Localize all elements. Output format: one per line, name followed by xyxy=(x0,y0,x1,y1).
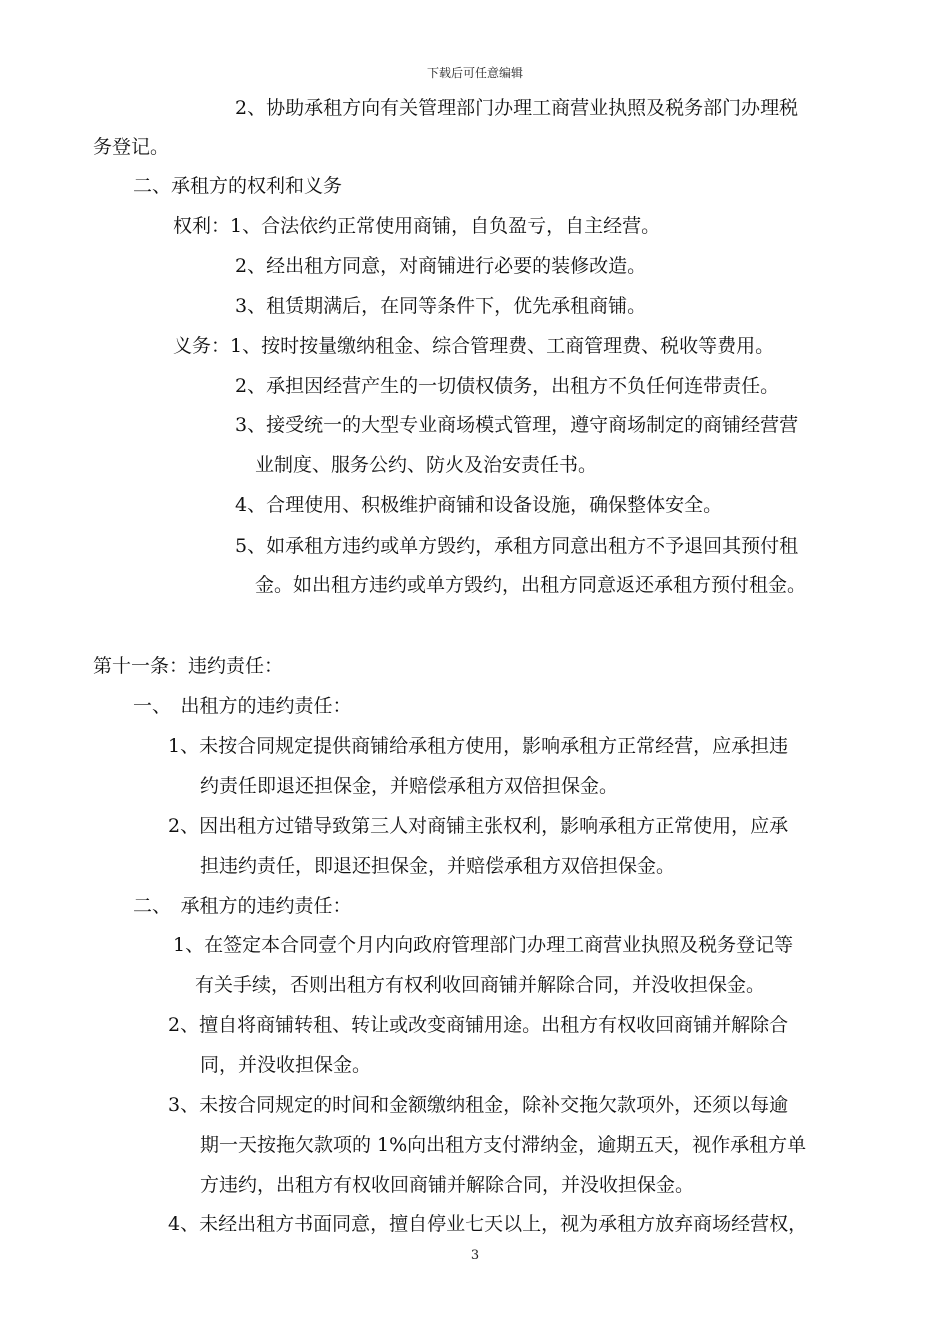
text-line: 务登记。 xyxy=(93,136,170,158)
text-line: 2、擅自将商铺转租、转让或改变商铺用途。出租方有权收回商铺并解除合 xyxy=(168,1014,789,1036)
text-line: 业制度、服务公约、防火及治安责任书。 xyxy=(255,454,598,476)
text-line: 5、如承租方违约或单方毁约，承租方同意出租方不予退回其预付租 xyxy=(235,535,799,557)
text-line: 4、合理使用、积极维护商铺和设备设施，确保整体安全。 xyxy=(235,494,723,516)
section-heading: 一、 出租方的违约责任： xyxy=(133,695,352,717)
text-line: 3、租赁期满后，在同等条件下，优先承租商铺。 xyxy=(235,295,647,317)
text-line: 义务：1、按时按量缴纳租金、综合管理费、工商管理费、税收等费用。 xyxy=(173,335,775,357)
page-number: 3 xyxy=(470,1248,480,1263)
text-line: 1、在签定本合同壹个月内向政府管理部门办理工商营业执照及税务登记等 xyxy=(173,934,794,956)
text-line: 2、经出租方同意，对商铺进行必要的装修改造。 xyxy=(235,255,647,277)
text-line: 担违约责任，即退还担保金，并赔偿承租方双倍担保金。 xyxy=(200,855,676,877)
section-heading: 二、承租方的权利和义务 xyxy=(133,175,343,197)
text-line: 有关手续，否则出租方有权利收回商铺并解除合同，并没收担保金。 xyxy=(195,974,766,996)
page-header-note: 下载后可任意编辑 xyxy=(426,66,523,80)
text-line: 2、因出租方过错导致第三人对商铺主张权利，影响承租方正常使用，应承 xyxy=(168,815,789,837)
text-line: 4、未经出租方书面同意，擅自停业七天以上，视为承租方放弃商场经营权， xyxy=(168,1213,808,1235)
text-line: 方违约，出租方有权收回商铺并解除合同，并没收担保金。 xyxy=(200,1174,695,1196)
text-line: 2、协助承租方向有关管理部门办理工商营业执照及税务部门办理税 xyxy=(235,97,799,119)
article-heading: 第十一条：违约责任： xyxy=(93,655,284,677)
text-line: 3、接受统一的大型专业商场模式管理，遵守商场制定的商铺经营营 xyxy=(235,414,799,436)
text-line: 同，并没收担保金。 xyxy=(200,1054,372,1076)
text-line: 1、未按合同规定提供商铺给承租方使用，影响承租方正常经营，应承担违 xyxy=(168,735,789,757)
text-line: 金。如出租方违约或单方毁约，出租方同意返还承租方预付租金。 xyxy=(255,574,807,596)
text-line: 2、承担因经营产生的一切债权债务，出租方不负任何连带责任。 xyxy=(235,375,780,397)
text-line: 3、未按合同规定的时间和金额缴纳租金，除补交拖欠款项外，还须以每逾 xyxy=(168,1094,789,1116)
section-heading: 二、 承租方的违约责任： xyxy=(133,895,352,917)
text-line: 期一天按拖欠款项的 1%向出租方支付滞纳金，逾期五天，视作承租方单 xyxy=(200,1134,807,1156)
text-line: 权利：1、合法依约正常使用商铺，自负盈亏，自主经营。 xyxy=(173,215,661,237)
text-line: 约责任即退还担保金，并赔偿承租方双倍担保金。 xyxy=(200,775,619,797)
